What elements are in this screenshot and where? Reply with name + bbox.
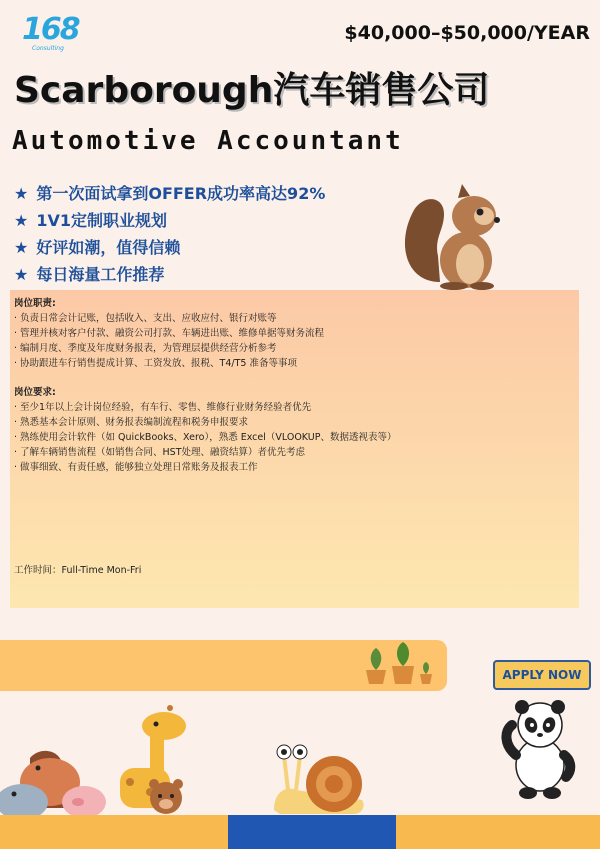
logo-number: 168 [22, 12, 79, 47]
requirements-heading: 岗位要求: [14, 387, 56, 398]
star-icon: ★ [14, 184, 29, 203]
duties-section [14, 296, 324, 371]
company-title: Scarborough汽车销售公司 [14, 70, 490, 111]
work-time: 工作时间：Full-Time Mon-Fri [14, 565, 142, 576]
duty-item: · 协助跟进车行销售提成计算、工资发放、报税、T4/T5 准备等事项 [14, 358, 297, 369]
selling-point: ★ 好评如潮，值得信赖 [14, 238, 181, 257]
selling-points-list [14, 180, 414, 288]
requirement-item: · 了解车辆销售流程（如销售合同、HST处理、融资结算）者优先考虑 [14, 447, 306, 458]
requirement-item: · 熟练使用会计软件（如 QuickBooks、Xero），熟悉 Excel（VLOOKUP、数据透视表等） [14, 432, 397, 443]
job-role-title: Automotive Accountant [12, 126, 404, 156]
star-icon: ★ [14, 238, 29, 257]
duties-heading: 岗位职责: [14, 298, 56, 309]
footer-stripe-blue [228, 815, 396, 849]
duty-item: · 负责日常会计记账，包括收入、支出、应收应付、银行对账等 [14, 313, 277, 324]
squirrel-illustration [400, 182, 510, 290]
plant-pots-illustration [360, 640, 440, 688]
requirement-item: · 熟悉基本会计原则、财务报表编制流程和税务申报要求 [14, 417, 249, 428]
salary-range: $40,000–$50,000/YEAR [344, 22, 590, 44]
panda-illustration [498, 695, 582, 799]
requirement-item: · 做事细致、有责任感，能够独立处理日常账务及报表工作 [14, 462, 258, 473]
star-icon: ★ [14, 211, 29, 230]
footer-stripe-orange [396, 815, 600, 849]
selling-point: ★ 第一次面试拿到OFFER成功率高达92% [14, 184, 326, 203]
logo-subtitle: Consulting [32, 45, 64, 52]
duty-item: · 管理并核对客户付款、融资公司打款、车辆进出账、维修单据等财务流程 [14, 328, 325, 339]
snail-illustration [272, 740, 372, 816]
company-logo [20, 12, 79, 56]
selling-point: ★ 1V1定制职业规划 [14, 211, 167, 230]
selling-point: ★ 每日海量工作推荐 [14, 265, 165, 284]
job-details-panel [10, 290, 579, 608]
star-icon: ★ [14, 265, 29, 284]
animals-illustration [0, 698, 200, 818]
apply-now-button[interactable]: APPLY NOW [493, 660, 591, 690]
footer-stripe-orange [0, 815, 228, 849]
duty-item: · 编制月度、季度及年度财务报表，为管理层提供经营分析参考 [14, 343, 277, 354]
requirements-section [14, 385, 396, 475]
requirement-item: · 至少1年以上会计岗位经验，有车行、零售、维修行业财务经验者优先 [14, 402, 312, 413]
